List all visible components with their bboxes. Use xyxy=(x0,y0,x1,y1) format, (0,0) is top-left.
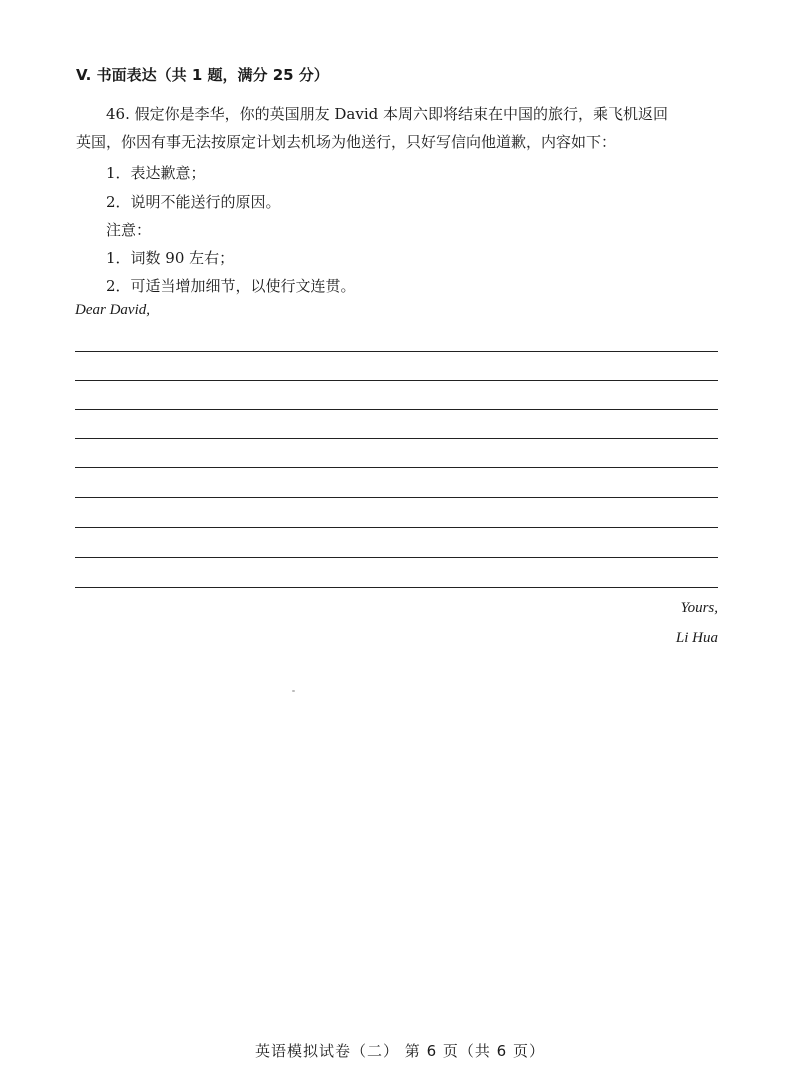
scan-speck xyxy=(292,690,295,692)
writing-line xyxy=(75,409,718,410)
question-prompt-line-1 xyxy=(76,100,726,128)
letter-signature: Li Hua xyxy=(675,630,718,646)
writing-line xyxy=(75,497,718,498)
letter-salutation: Dear David, xyxy=(75,302,150,318)
writing-line xyxy=(75,351,718,352)
note-item-1: 1．词数 90 左右； xyxy=(106,249,235,267)
writing-line xyxy=(75,557,718,558)
page-footer: 英语模拟试卷（二） 第 6 页（共 6 页） xyxy=(255,1042,545,1060)
content-item-2: 2．说明不能送行的原因。 xyxy=(106,193,281,211)
note-item-2: 2．可适当增加细节，以使行文连贯。 xyxy=(106,277,356,295)
question-prompt-text-1: 46. 假定你是李华，你的英国朋友 David 本周六即将结束在中国的旅行，乘飞机返回 xyxy=(106,105,669,123)
content-item-1: 1．表达歉意； xyxy=(106,164,206,182)
writing-line xyxy=(75,527,718,528)
section-title: V. 书面表达（共 1 题，满分 25 分） xyxy=(76,66,329,84)
notes-label: 注意： xyxy=(106,221,152,239)
question-prompt-line-2: 英国，你因有事无法按原定计划去机场为他送行，只好写信向他道歉，内容如下： xyxy=(76,133,617,151)
letter-closing: Yours, xyxy=(680,600,718,616)
question-prompt xyxy=(76,100,726,156)
writing-line xyxy=(75,467,718,468)
writing-line xyxy=(75,438,718,439)
writing-line xyxy=(75,587,718,588)
writing-line xyxy=(75,380,718,381)
